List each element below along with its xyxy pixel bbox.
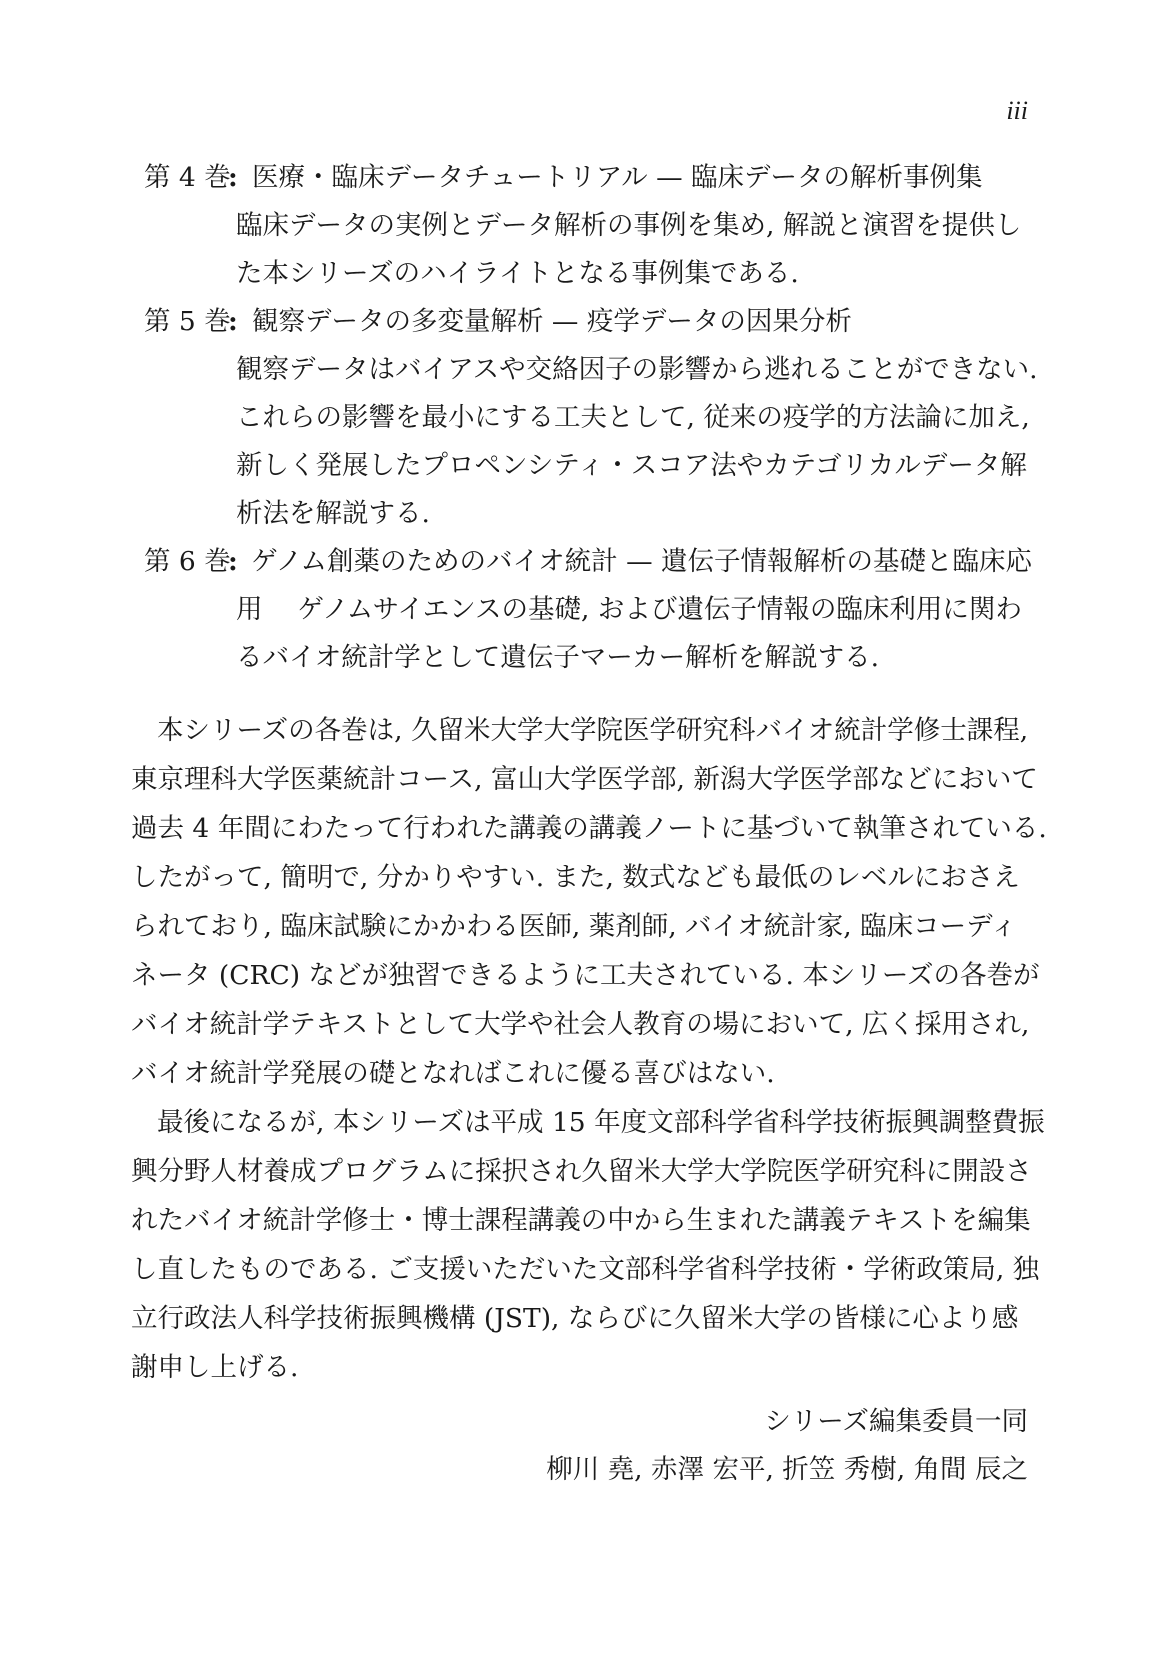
signature-names: 柳川 堯, 赤澤 宏平, 折笠 秀樹, 角間 辰之 bbox=[546, 1454, 1028, 1485]
paragraph-line: られており, 臨床試験にかかわる医師, 薬剤師, バイオ統計家, 臨床コーディ bbox=[131, 911, 1017, 942]
body-paragraph bbox=[131, 1098, 1045, 1392]
volume-line: た本シリーズのハイライトとなる事例集である. bbox=[236, 258, 799, 289]
volume-colon: : bbox=[228, 306, 238, 337]
paragraph-line: ネータ (CRC) などが独習できるように工夫されている. 本シリーズの各巻が bbox=[131, 960, 1040, 991]
volume-title: 観察データの多変量解析 — 疫学データの因果分析 bbox=[252, 306, 852, 337]
volume-line: 臨床データの実例とデータ解析の事例を集め, 解説と演習を提供し bbox=[236, 210, 1022, 241]
volume-entry bbox=[144, 154, 1032, 298]
page-number: iii bbox=[1006, 96, 1028, 125]
volume-description bbox=[236, 202, 1032, 298]
paragraph-line: 謝申し上げる. bbox=[131, 1352, 299, 1383]
paragraph-line: 興分野人材養成プログラムに採択され久留米大学大学院医学研究科に開設さ bbox=[131, 1156, 1032, 1187]
volume-description bbox=[236, 346, 1038, 538]
volume-colon: : bbox=[228, 162, 238, 193]
volume-description bbox=[236, 586, 1032, 682]
paragraph-line: 最後になるが, 本シリーズは平成 15 年度文部科学省科学技術振興調整費振 bbox=[157, 1107, 1045, 1138]
volume-title: ゲノム創薬のためのバイオ統計 — 遺伝子情報解析の基礎と臨床応 bbox=[251, 546, 1032, 577]
signature-title: シリーズ編集委員一同 bbox=[764, 1406, 1028, 1437]
paragraph-line: 立行政法人科学技術振興機構 (JST), ならびに久留米大学の皆様に心より感 bbox=[131, 1303, 1019, 1334]
paragraph-line: れたバイオ統計学修士・博士課程講義の中から生まれた講義テキストを編集 bbox=[131, 1205, 1031, 1236]
signature-block bbox=[546, 1398, 1028, 1494]
paragraph-line: したがって, 簡明で, 分かりやすい. また, 数式なども最低のレベルにおさえ bbox=[131, 862, 1020, 893]
volume-entry bbox=[144, 538, 1032, 682]
volume-line: 用 ゲノムサイエンスの基礎, および遺伝子情報の臨床利用に関わ bbox=[236, 594, 1022, 625]
volume-line: 観察データはバイアスや交絡因子の影響から逃れることができない. bbox=[236, 354, 1038, 385]
volume-label: 第 4 巻 bbox=[144, 162, 231, 193]
volume-line: るバイオ統計学として遺伝子マーカー解析を解説する. bbox=[236, 642, 880, 673]
paragraph-line: 東京理科大学医薬統計コース, 富山大学医学部, 新潟大学医学部などにおいて bbox=[131, 764, 1038, 795]
paragraph-line: 過去 4 年間にわたって行われた講義の講義ノートに基づいて執筆されている. bbox=[131, 813, 1047, 844]
volume-entry bbox=[144, 298, 1038, 538]
volume-label: 第 6 巻 bbox=[144, 546, 231, 577]
paragraph-line: バイオ統計学発展の礎となればこれに優る喜びはない. bbox=[131, 1058, 775, 1089]
volume-colon: : bbox=[228, 546, 238, 577]
body-paragraph bbox=[131, 706, 1047, 1098]
volume-line: 新しく発展したプロペンシティ・スコア法やカテゴリカルデータ解 bbox=[236, 450, 1027, 481]
volume-title: 医療・臨床データチュートリアル — 臨床データの解析事例集 bbox=[252, 162, 983, 193]
paragraph-line: バイオ統計学テキストとして大学や社会人教育の場において, 広く採用され, bbox=[131, 1009, 1030, 1040]
paragraph-line: し直したものである. ご支援いただいた文部科学省科学技術・学術政策局, 独 bbox=[131, 1254, 1040, 1285]
volume-line: 析法を解説する. bbox=[236, 498, 430, 529]
volume-label: 第 5 巻 bbox=[144, 306, 231, 337]
volume-line: これらの影響を最小にする工夫として, 従来の疫学的方法論に加え, bbox=[236, 402, 1030, 433]
paragraph-line: 本シリーズの各巻は, 久留米大学大学院医学研究科バイオ統計学修士課程, bbox=[157, 715, 1029, 746]
